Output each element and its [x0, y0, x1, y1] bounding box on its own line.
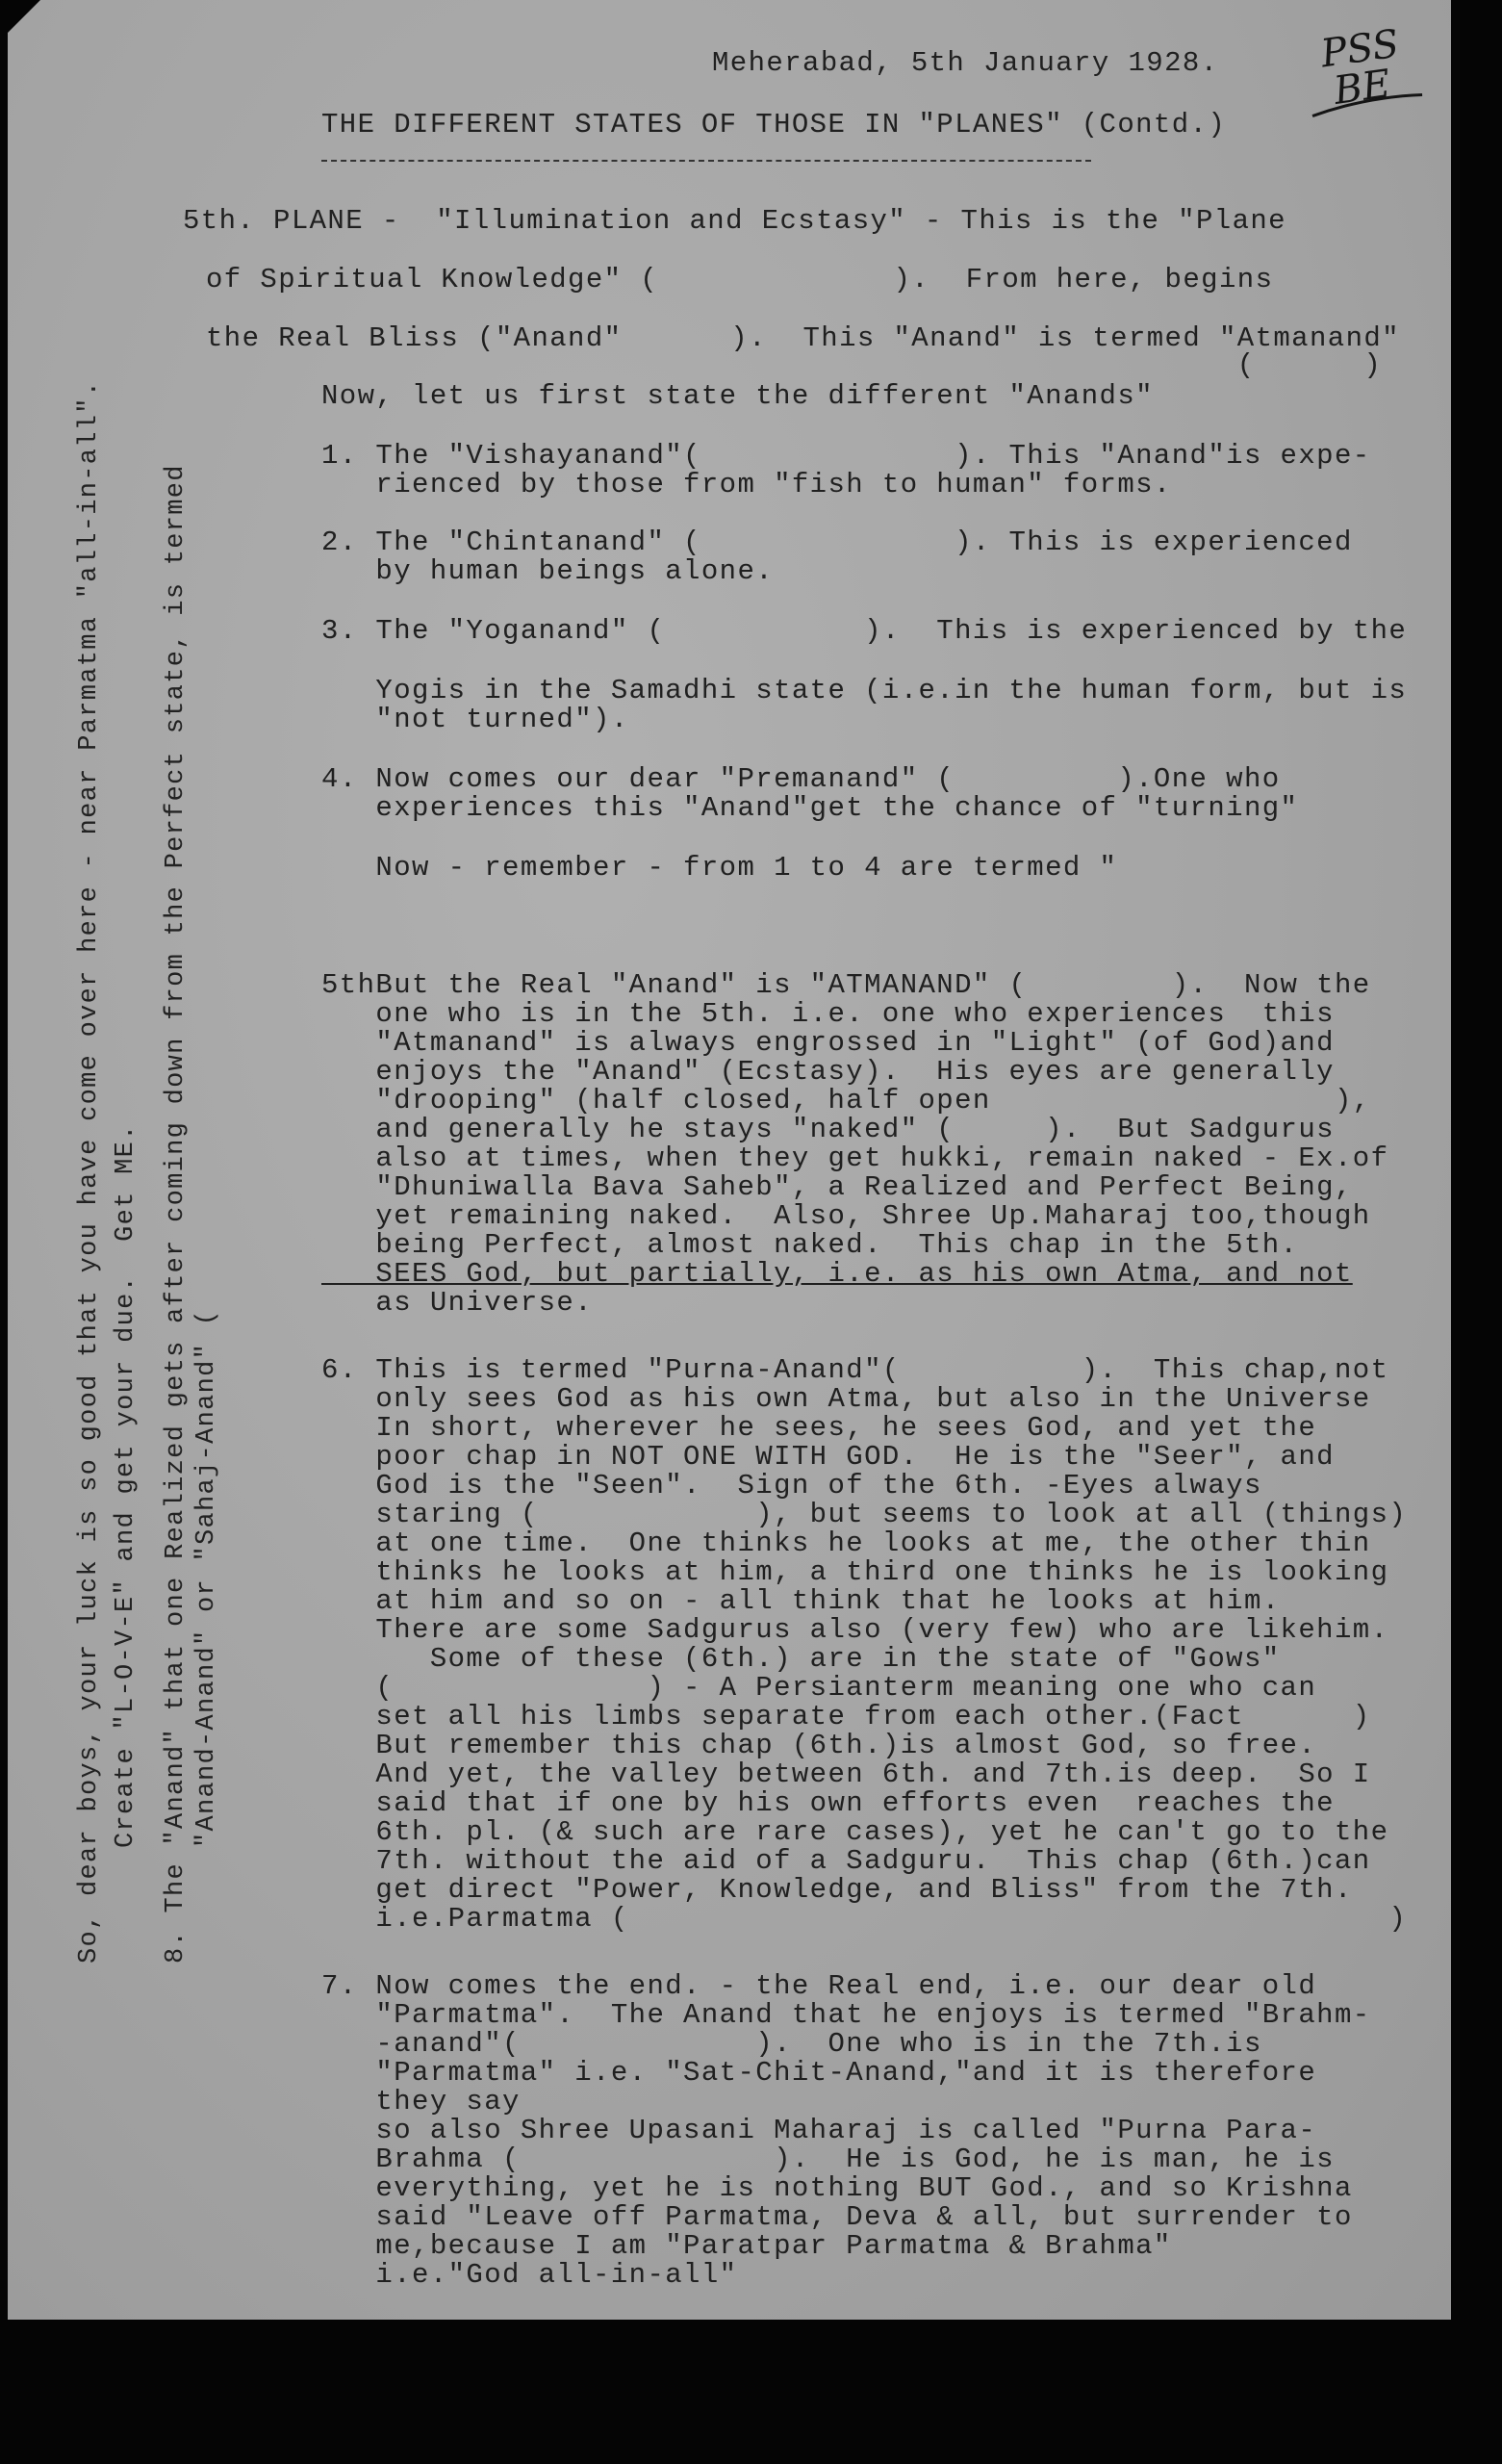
- text-line-12: "not turned").: [321, 704, 629, 735]
- document-title: THE DIFFERENT STATES OF THOSE IN "PLANES" (Contd.): [321, 109, 1227, 141]
- text-line-37: There are some Sadgurus also (very few) who are likehim.: [321, 1614, 1389, 1646]
- text-line-17: one who is in the 5th. i.e. one who experiences this: [321, 998, 1335, 1030]
- text-line-27: as Universe.: [321, 1287, 594, 1319]
- text-line-53: so also Shree Upasani Maharaj is called "Purna Para-: [321, 2115, 1317, 2146]
- text-line-22: also at times, when they get hukki, remain naked - Ex.of: [321, 1142, 1389, 1174]
- text-line-10: 3. The "Yoganand" ( ). This is experienced by the: [321, 615, 1408, 647]
- text-line-18: "Atmanand" is always engrossed in "Light" (of God)and: [321, 1027, 1335, 1059]
- text-line-58: i.e."God all-in-all": [321, 2259, 738, 2291]
- text-line-41: But remember this chap (6th.)is almost God, so free.: [321, 1730, 1317, 1761]
- text-line-32: God is the "Seen". Sign of the 6th. -Eyes always: [321, 1470, 1262, 1502]
- text-line-20: "drooping" (half closed, half open ),: [321, 1085, 1371, 1116]
- text-line-46: get direct "Power, Knowledge, and Bliss" from the 7th.: [321, 1874, 1353, 1906]
- text-line-35: thinks he looks at him, a third one thinks he is looking: [321, 1556, 1389, 1588]
- text-line-05: Now, let us first state the different "Anands": [321, 380, 1154, 412]
- text-line-36: at him and so on - all think that he looks at him.: [321, 1585, 1281, 1617]
- text-line-11: Yogis in the Samadhi state (i.e.in the human form, but is: [321, 675, 1408, 706]
- text-line-06: 1. The "Vishayanand"( ). This "Anand"is expe-: [321, 440, 1371, 472]
- text-line-03: the Real Bliss ("Anand" ). This "Anand" is termed "Atmanand": [206, 322, 1400, 354]
- text-line-04: ( ): [206, 349, 1383, 381]
- text-line-39: ( ) - A Persianterm meaning one who can: [321, 1672, 1317, 1704]
- text-line-24: yet remaining naked. Also, Shree Up.Maharaj too,though: [321, 1200, 1371, 1232]
- text-line-54: Brahma ( ). He is God, he is man, he is: [321, 2143, 1335, 2175]
- text-line-01: 5th. PLANE - "Illumination and Ecstasy" - This is the "Plane: [183, 205, 1286, 237]
- handwritten-note-line-1: PSS: [1318, 21, 1402, 77]
- text-line-56: said "Leave off Parmatma, Deva & all, but surrender to: [321, 2201, 1353, 2233]
- text-line-45: 7th. without the aid of a Sadguru. This chap (6th.)can: [321, 1845, 1371, 1877]
- text-line-14: experiences this "Anand"get the chance of "turning": [321, 792, 1299, 824]
- margin-note-1: So, dear boys, your luck is so good that you have come over here - near Parmatma "all-in-all".: [75, 379, 104, 1964]
- text-line-30: In short, wherever he sees, he sees God, and yet the: [321, 1412, 1317, 1444]
- text-line-15: Now - remember - from 1 to 4 are termed ": [321, 852, 1118, 884]
- text-line-33: staring ( ), but seems to look at all (things): [321, 1499, 1408, 1530]
- text-line-16: 5thBut the Real "Anand" is "ATMANAND" ( ). Now the: [321, 969, 1371, 1001]
- text-line-43: said that if one by his own efforts even reaches the: [321, 1787, 1335, 1819]
- text-line-28: 6. This is termed "Purna-Anand"( ). This chap,not: [321, 1354, 1389, 1386]
- margin-note-2: Create "L-O-V-E" and get your due. Get ME.: [112, 1123, 140, 1848]
- text-line-02: of Spiritual Knowledge" ( ). From here, begins: [206, 264, 1274, 295]
- text-line-50: -anand"( ). One who is in the 7th.is: [321, 2028, 1262, 2060]
- text-line-26: SEES God, but partially, i.e. as his own Atma, and not: [321, 1258, 1353, 1290]
- text-line-07: rienced by those from "fish to human" forms.: [321, 469, 1172, 500]
- text-line-55: everything, yet he is nothing BUT God., and so Krishna: [321, 2172, 1353, 2204]
- handwritten-note: [1318, 23, 1417, 117]
- text-line-49: "Parmatma". The Anand that he enjoys is termed "Brahm-: [321, 1999, 1371, 2031]
- handwritten-note-line-2: BE: [1331, 62, 1393, 114]
- page-corner: [8, 0, 40, 33]
- text-line-38: Some of these (6th.) are in the state of "Gows": [321, 1643, 1281, 1675]
- text-line-44: 6th. pl. (& such are rare cases), yet he can't go to the: [321, 1816, 1389, 1848]
- text-line-25: being Perfect, almost naked. This chap in the 5th.: [321, 1229, 1299, 1261]
- text-line-34: at one time. One thinks he looks at me, the other thin: [321, 1527, 1371, 1559]
- text-line-13: 4. Now comes our dear "Premanand" ( ).One who: [321, 763, 1281, 795]
- text-line-29: only sees God as his own Atma, but also in the Universe: [321, 1383, 1371, 1415]
- title-underline: [321, 160, 1091, 162]
- text-line-31: poor chap in NOT ONE WITH GOD. He is the "Seer", and: [321, 1441, 1335, 1473]
- margin-note-4: "Anand-Anand" or "Sahaj-Anand" (: [192, 1308, 221, 1848]
- text-line-23: "Dhuniwalla Bava Saheb", a Realized and Perfect Being,: [321, 1171, 1353, 1203]
- text-line-52: they say: [321, 2086, 521, 2118]
- text-line-42: And yet, the valley between 6th. and 7th.is deep. So I: [321, 1758, 1371, 1790]
- date-line: Meherabad, 5th January 1928.: [712, 47, 1219, 79]
- text-line-47: i.e.Parmatma ( ): [321, 1903, 1408, 1935]
- text-line-40: set all his limbs separate from each other.(Fact ): [321, 1701, 1371, 1732]
- text-line-19: enjoys the "Anand" (Ecstasy). His eyes are generally: [321, 1056, 1335, 1088]
- text-line-21: and generally he stays "naked" ( ). But Sadgurus: [321, 1114, 1335, 1145]
- document-page: [8, 0, 1451, 2320]
- text-line-09: by human beings alone.: [321, 555, 775, 587]
- text-line-57: me,because I am "Paratpar Parmatma & Brahma": [321, 2230, 1172, 2262]
- text-line-51: "Parmatma" i.e. "Sat-Chit-Anand,"and it is therefore: [321, 2057, 1317, 2089]
- text-line-08: 2. The "Chintanand" ( ). This is experienced: [321, 526, 1353, 558]
- margin-note-3: 8. The "Anand" that one Realized gets after coming down from the Perfect state, is termed: [162, 464, 191, 1964]
- text-line-48: 7. Now comes the end. - the Real end, i.e. our dear old: [321, 1970, 1317, 2002]
